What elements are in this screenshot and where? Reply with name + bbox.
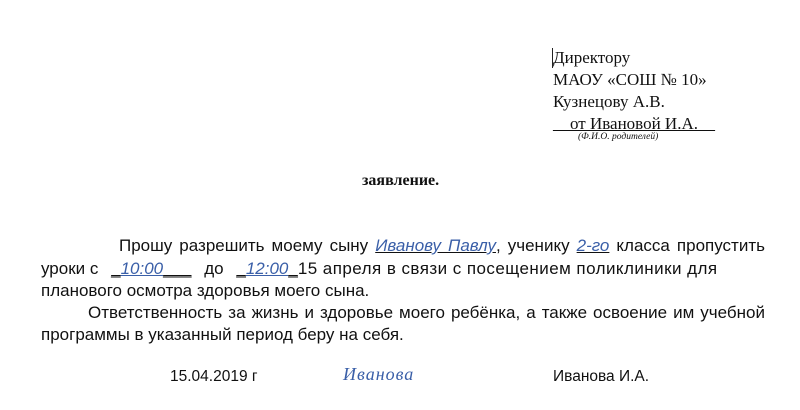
grade-field: 2-го bbox=[576, 236, 610, 255]
body-line-5: программы в указанный период беру на себя. bbox=[41, 325, 404, 344]
addressee-title: Директору bbox=[553, 48, 631, 67]
time-to-field: _12:00_ bbox=[236, 259, 298, 278]
sender-line bbox=[553, 114, 715, 134]
body-line-4: Ответственность за жизнь и здоровье моего ребёнка, а также освоение им учебной bbox=[88, 303, 765, 322]
addressee-name: Кузнецову А.В. bbox=[553, 92, 665, 111]
sender-post: __ bbox=[698, 114, 715, 133]
body-text: 15 апреля в связи с посещением поликлиники для bbox=[297, 259, 718, 278]
body-text: уроки с bbox=[41, 259, 99, 278]
sender-pre: __ bbox=[553, 114, 570, 133]
body-line-1 bbox=[41, 236, 765, 256]
signer-name: Иванова И.А. bbox=[553, 368, 650, 385]
body-line-3: планового осмотра здоровья моего сына. bbox=[41, 281, 370, 300]
body-text: , ученику bbox=[495, 236, 577, 255]
sender-hint: (Ф.И.О. родителей) bbox=[578, 132, 659, 142]
date: 15.04.2019 г bbox=[170, 368, 258, 385]
addressee-school: МАОУ «СОШ № 10» bbox=[553, 70, 707, 89]
body-text: Прошу разрешить моему сыну bbox=[119, 236, 376, 255]
document-title: заявление. bbox=[362, 172, 440, 189]
sender-name: от Ивановой И.А. bbox=[570, 114, 698, 133]
signature: Иванова bbox=[343, 364, 415, 384]
body-line-2 bbox=[41, 259, 765, 279]
son-name-field: Иванову Павлу bbox=[375, 236, 496, 255]
time-from-field: _10:00___ bbox=[111, 259, 192, 278]
body-text: класса пропустить bbox=[609, 236, 765, 255]
body-text: до bbox=[204, 259, 224, 278]
